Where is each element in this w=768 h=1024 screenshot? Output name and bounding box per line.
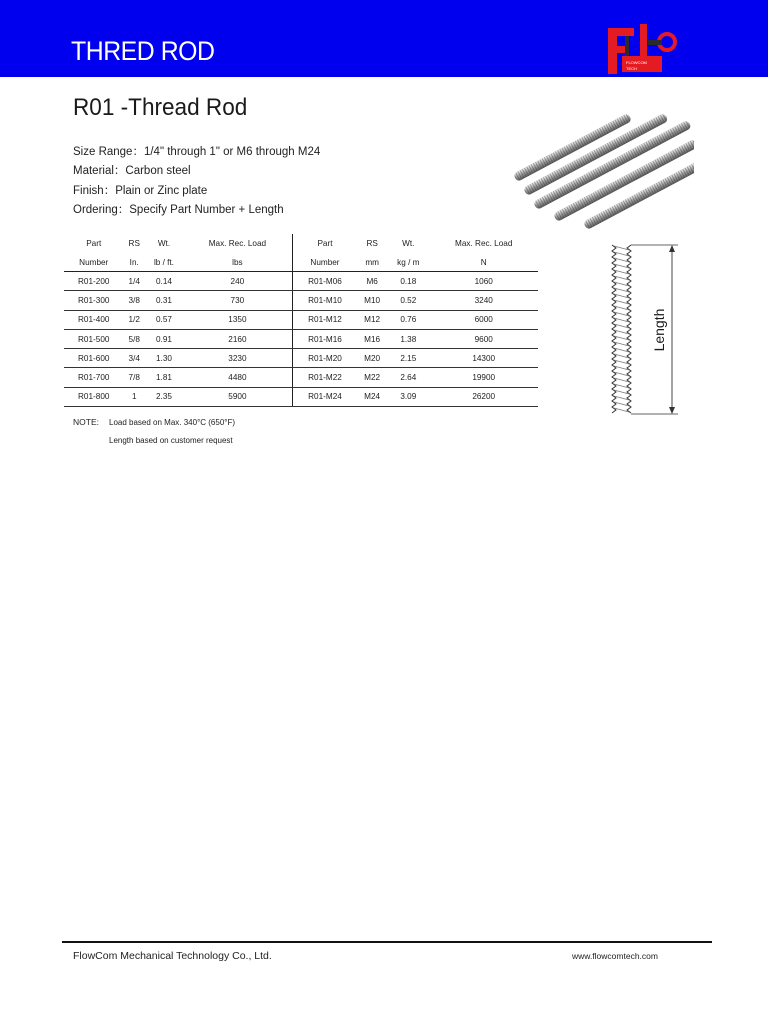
- table-cell: R01-M22: [292, 368, 357, 387]
- table-cell: 1/4: [123, 272, 145, 291]
- table-row: [64, 291, 538, 310]
- table-cell: 2.35: [145, 387, 183, 406]
- table-header-cell: RS: [128, 239, 140, 248]
- table-cell: 0.14: [145, 272, 183, 291]
- table-unit-cell: kg / m: [387, 253, 429, 272]
- table-cell: 1060: [429, 272, 538, 291]
- product-title: R01 -Thread Rod: [73, 94, 248, 121]
- table-header-row: [64, 234, 538, 253]
- table-header-cell: Wt.: [402, 239, 415, 248]
- table-row: [64, 349, 538, 368]
- table-cell: 14300: [429, 349, 538, 368]
- table-header-cell: Part: [86, 239, 102, 248]
- table-cell: R01-400: [64, 310, 123, 329]
- table-cell: 1350: [183, 310, 292, 329]
- table-cell: 0.76: [387, 310, 429, 329]
- table-cell: M22: [357, 368, 387, 387]
- table-cell: 5/8: [123, 329, 145, 348]
- table-cell: R01-600: [64, 349, 123, 368]
- specification-table: [64, 234, 538, 407]
- table-cell: 730: [183, 291, 292, 310]
- spec-ordering: Ordering：Specify Part Number + Length: [73, 203, 284, 216]
- table-cell: 3230: [183, 349, 292, 368]
- table-units-row: [64, 253, 538, 272]
- table-cell: 0.31: [145, 291, 183, 310]
- table-cell: M20: [357, 349, 387, 368]
- table-unit-cell: N: [429, 253, 538, 272]
- table-cell: R01-800: [64, 387, 123, 406]
- table-cell: 7/8: [123, 368, 145, 387]
- table-cell: 6000: [429, 310, 538, 329]
- table-header-cell: Max. Rec. Load: [455, 239, 513, 248]
- table-cell: 9600: [429, 329, 538, 348]
- table-cell: 0.57: [145, 310, 183, 329]
- table-cell: R01-M10: [292, 291, 357, 310]
- table-cell: M24: [357, 387, 387, 406]
- table-row: [64, 387, 538, 406]
- table-unit-cell: In.: [123, 253, 145, 272]
- table-cell: 2160: [183, 329, 292, 348]
- table-row: [64, 310, 538, 329]
- table-cell: R01-M12: [292, 310, 357, 329]
- table-cell: 19900: [429, 368, 538, 387]
- table-cell: R01-M24: [292, 387, 357, 406]
- table-row: [64, 272, 538, 291]
- table-unit-cell: lb / ft.: [145, 253, 183, 272]
- table-cell: 1/2: [123, 310, 145, 329]
- table-cell: 0.18: [387, 272, 429, 291]
- banner-title: THRED ROD: [71, 36, 215, 66]
- note-label: NOTE:: [73, 417, 99, 427]
- table-header-cell: Max. Rec. Load: [208, 239, 267, 248]
- table-cell: R01-M16: [292, 329, 357, 348]
- spec-material: Material：Carbon steel: [73, 165, 191, 178]
- note-line: Length based on customer request: [109, 436, 233, 445]
- table-cell: R01-M06: [292, 272, 357, 291]
- table-cell: 26200: [429, 387, 538, 406]
- svg-text:FLOWCOM: FLOWCOM: [626, 60, 647, 65]
- table-cell: R01-300: [64, 291, 123, 310]
- table-row: [64, 368, 538, 387]
- spec-list: [73, 143, 320, 220]
- table-cell: 3.09: [387, 387, 429, 406]
- length-label: Length: [651, 308, 667, 352]
- table-unit-cell: Number: [292, 253, 357, 272]
- table-cell: 3240: [429, 291, 538, 310]
- thread-rod-photo: [513, 96, 694, 232]
- spec-size-range: Size Range：1/4" through 1" or M6 through M24: [73, 146, 321, 158]
- table-cell: 5900: [183, 387, 292, 406]
- table-row: [64, 329, 538, 348]
- table-cell: 1.30: [145, 349, 183, 368]
- header-banner: [0, 0, 768, 77]
- footer-company: FlowCom Mechanical Technology Co., Ltd.: [73, 950, 272, 962]
- table-cell: R01-500: [64, 329, 123, 348]
- table-cell: 1.38: [387, 329, 429, 348]
- table-cell: R01-700: [64, 368, 123, 387]
- length-diagram: [598, 240, 698, 425]
- table-header-cell: Part: [292, 234, 357, 253]
- table-cell: M6: [357, 272, 387, 291]
- note-line: Load based on Max. 340°C (650°F): [109, 418, 236, 427]
- table-unit-cell: Number: [64, 253, 123, 272]
- spec-finish: Finish：Plain or Zinc plate: [73, 184, 208, 197]
- table-cell: 2.15: [387, 349, 429, 368]
- table-cell: 3/8: [123, 291, 145, 310]
- table-cell: 4480: [183, 368, 292, 387]
- footer-website: www.flowcomtech.com: [572, 951, 658, 961]
- table-cell: M16: [357, 329, 387, 348]
- table-cell: R01-M20: [292, 349, 357, 368]
- table-unit-cell: mm: [357, 253, 387, 272]
- table-cell: 0.52: [387, 291, 429, 310]
- table-cell: 2.64: [387, 368, 429, 387]
- table-cell: M10: [357, 291, 387, 310]
- table-cell: 1: [123, 387, 145, 406]
- table-header-cell: Wt.: [157, 239, 171, 248]
- footer-divider: [62, 941, 712, 943]
- table-cell: R01-200: [64, 272, 123, 291]
- table-cell: 0.91: [145, 329, 183, 348]
- svg-text:TECH: TECH: [626, 66, 637, 71]
- company-logo: [604, 22, 684, 78]
- table-cell: 3/4: [123, 349, 145, 368]
- table-cell: 1.81: [145, 368, 183, 387]
- table-cell: M12: [357, 310, 387, 329]
- table-cell: 240: [183, 272, 292, 291]
- table-header-cell: RS: [366, 239, 378, 248]
- table-unit-cell: lbs: [183, 253, 292, 272]
